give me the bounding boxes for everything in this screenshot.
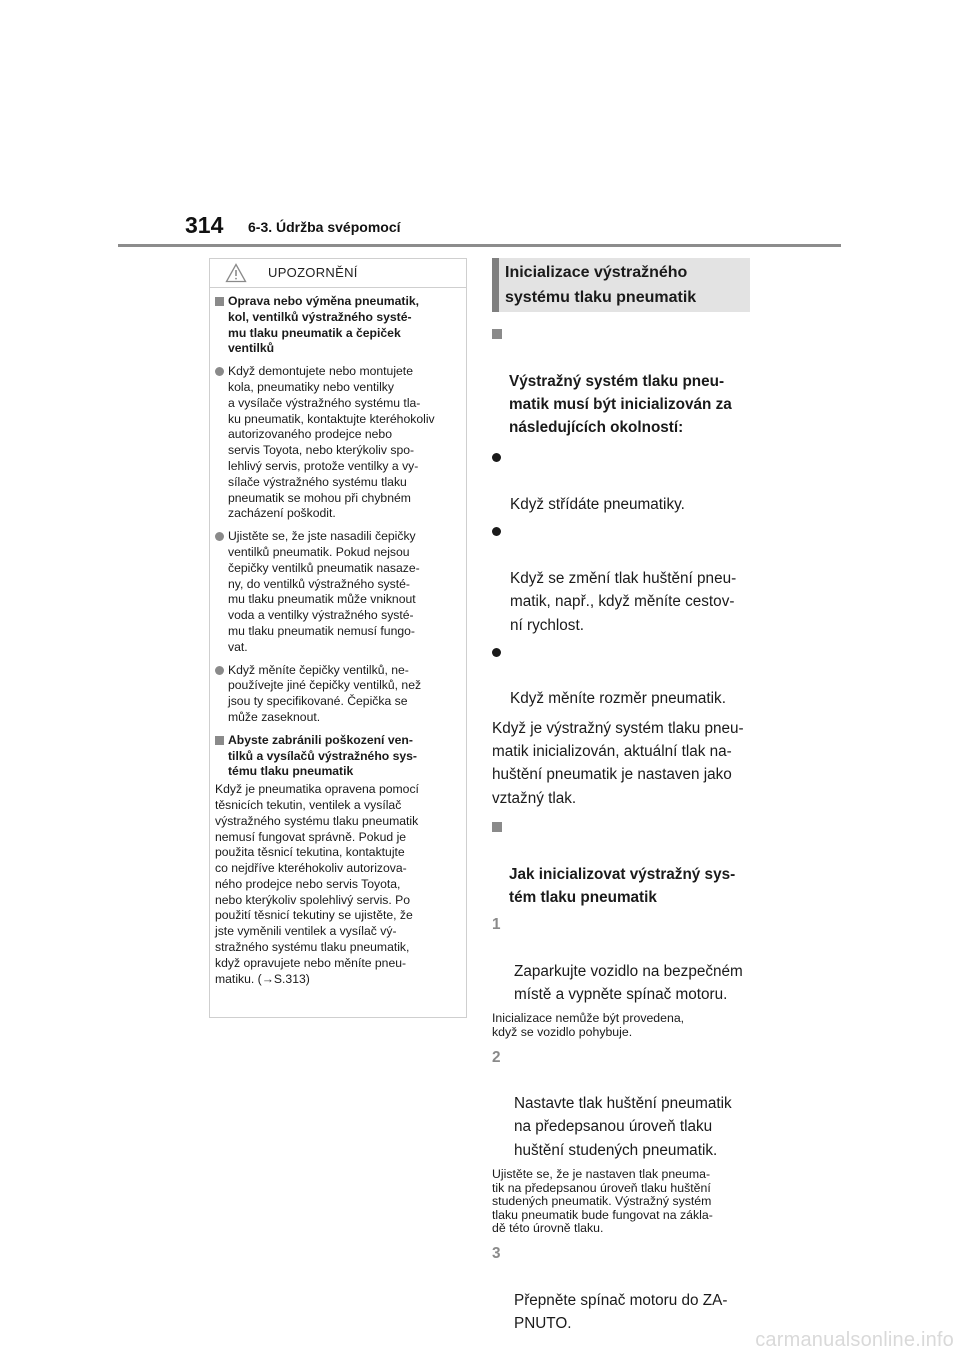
- round-bullet-icon: [215, 532, 224, 541]
- watermark: carmanualsonline.info: [755, 1329, 954, 1351]
- round-bullet-icon: [215, 367, 224, 376]
- warning-heading-repair: [215, 294, 460, 357]
- warning-bullet: [215, 364, 460, 522]
- step-number: 3: [492, 1244, 501, 1262]
- heading-circumstances: [492, 323, 752, 439]
- round-bullet-icon: [492, 648, 501, 657]
- heading-how-to: [492, 816, 752, 909]
- heading-circumstances-text: Výstražný systém tlaku pneu- matik musí být inicializován za následujících okolností:: [509, 372, 732, 437]
- step-item: [492, 1046, 752, 1162]
- square-bullet-icon: [215, 736, 224, 745]
- round-bullet-icon: [492, 527, 501, 536]
- step-number: 2: [492, 1048, 501, 1066]
- warning-box: [209, 258, 467, 1018]
- warning-header: [210, 259, 466, 288]
- heading-how-to-text: Jak inicializovat výstražný sys- tém tlaku pneumatik: [509, 865, 736, 906]
- bullet-item: [492, 520, 752, 636]
- bullet-item-text: Když střídáte pneumatiky.: [510, 496, 685, 514]
- round-bullet-icon: [492, 453, 501, 462]
- info-box-title: Inicializace výstražného systému tlaku pneumatik: [492, 258, 750, 312]
- warning-bullet-text: Když demontujete nebo montujete kola, pneumatiky nebo ventilky a vysílače výstražného systému tla- ku pneumatik, kontaktujte kteréhokoliv autorizovaného prodejce nebo servis Toyota, nebo kterýkoliv spo- lehlivý servis, protože ventilky a vy- sílače výstražného systému tlaku pneumatik se mohou při chybném zacházení poškodit.: [228, 364, 435, 521]
- warning-title: UPOZORNĚNÍ: [268, 265, 358, 280]
- warning-bullet: [215, 529, 460, 655]
- step-text: Zaparkujte vozidlo na bezpečném místě a vypněte spínač motoru.: [514, 962, 743, 1004]
- step-number: 1: [492, 916, 501, 934]
- step-text: Nastavte tlak huštění pneumatik na předepsanou úroveň tlaku huštění studených pneumatik.: [514, 1095, 732, 1159]
- warning-heading-damage: [215, 733, 460, 780]
- warning-triangle-icon: [225, 263, 247, 283]
- square-bullet-icon: [492, 329, 502, 339]
- body-paragraph: Když je výstražný systém tlaku pneu- matik inicializován, aktuální tlak na- huštění pneumatik je nastaven jako vztažný tlak.: [492, 719, 744, 807]
- step-item: [492, 913, 752, 1006]
- warning-body: [210, 288, 466, 987]
- step-note: Inicializace nemůže být provedena, když se vozidlo pohybuje.: [492, 1011, 685, 1039]
- bullet-item: [492, 641, 752, 711]
- square-bullet-icon: [215, 297, 224, 306]
- warning-paragraph: Když je pneumatika opravena pomocí těsnicích tekutin, ventilek a vysílač výstražného systému tlaku pneumatik nemusí fungovat správně. Pokud je použita těsnicí tekutina, kontaktujte co nejdříve kteréhokoliv autorizova- ného prodejce nebo servis Toyota, nebo kterýkoliv spolehlivý servis. Po použití těsnicí tekutiny se ujistěte, že jste vyměnili ventilek a vysílač vý- stražného systému tlaku pneumatik, když opravujete nebo měníte pneu- matiku. (→S.313): [215, 782, 419, 986]
- section-title: 6-3. Údržba svépomocí: [248, 219, 401, 235]
- page-number: 314: [185, 212, 224, 238]
- bullet-item: [492, 446, 752, 516]
- round-bullet-icon: [215, 666, 224, 675]
- warning-heading-repair-text: Oprava nebo výměna pneumatik, kol, ventilků výstražného systé- mu tlaku pneumatik a čepiček ventilků: [228, 294, 420, 356]
- header-rule: [118, 244, 841, 247]
- warning-heading-damage-text: Abyste zabránili poškození ven- tilků a vysílačů výstražného sys- tému tlaku pneumatik: [228, 732, 417, 779]
- step-item: [492, 1242, 752, 1335]
- bullet-item-text: Když se změní tlak huštění pneu- matik, např., když měníte cestov- ní rychlost.: [510, 569, 737, 634]
- warning-bullet-text: Ujistěte se, že jste nasadili čepičky ventilků pneumatik. Pokud nejsou čepičky ventilků pneumatik nasaze- ny, do ventilků výstražného systé- mu tlaku pneumatik může vniknout voda a ventilky výstražného systé- mu tlaku pneumatik nemusí fungo- vat.: [228, 529, 420, 654]
- warning-bullet: [215, 663, 460, 726]
- right-column: [492, 258, 752, 1335]
- step-text: Přepněte spínač motoru do ZA- PNUTO.: [514, 1291, 728, 1332]
- square-bullet-icon: [492, 822, 502, 832]
- warning-bullet-text: Když měníte čepičky ventilků, ne- používejte jiné čepičky ventilků, než jsou ty specifikované. Čepička se může zaseknout.: [228, 662, 422, 724]
- step-note: Ujistěte se, že je nastaven tlak pneuma- tik na předepsanou úroveň tlaku huštění studených pneumatik. Výstražný systém tlaku pneumatik bude fungovat na zákla- dě této úrovně tlaku.: [492, 1166, 713, 1236]
- right-content: [492, 323, 752, 1335]
- bullet-item-text: Když měníte rozměr pneumatik.: [510, 690, 726, 708]
